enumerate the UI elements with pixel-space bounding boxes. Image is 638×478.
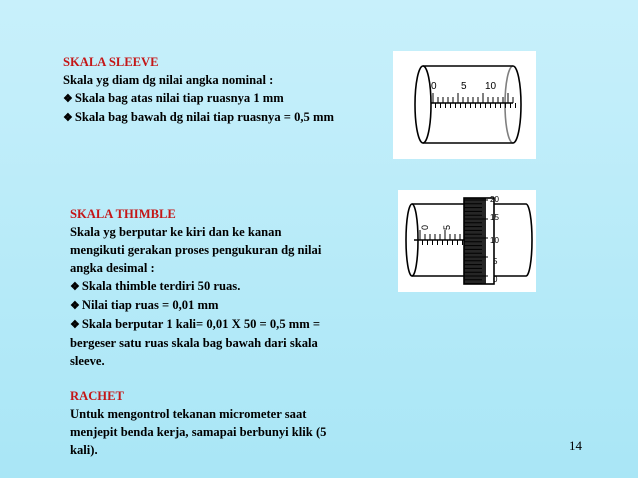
sleeve-bullet-upper-text: Skala bag atas nilai tiap ruasnya 1 mm (74, 91, 284, 105)
thimble-line-3: angka desimal : (70, 261, 155, 275)
thimble-bullet-2 (70, 296, 321, 315)
thimble-bullet-1-text: Skala thimble terdiri 50 ruas. (81, 279, 241, 293)
sleeve-bullet-lower-text: Skala bag bawah dg nilai tiap ruasnya = 0,5 mm (74, 110, 334, 124)
thimble-label-0: 0 (493, 275, 498, 284)
sleeve-section (63, 53, 334, 127)
thimble-heading: SKALA THIMBLE (70, 207, 176, 221)
sleeve-label-0: 0 (431, 81, 437, 92)
sleeve-label-5: 5 (461, 81, 467, 92)
thimble-label-20: 20 (490, 195, 499, 204)
rachet-section (70, 387, 326, 459)
thimble-line-5: sleeve. (70, 354, 105, 368)
rachet-line-3: kali). (70, 443, 98, 457)
rachet-line-2: menjepit benda kerja, samapai berbunyi klik (5 (70, 425, 327, 439)
thimble-line-4: bergeser satu ruas skala bag bawah dari skala (70, 336, 318, 350)
sleeve-bullet-lower (63, 108, 334, 127)
sleeve-bullet-upper (63, 89, 334, 108)
thimble-scale-figure (398, 190, 536, 292)
sleeve-description: Skala yg diam dg nilai angka nominal : (63, 73, 274, 87)
rachet-heading: RACHET (70, 389, 124, 403)
thimble-bullet-1 (70, 277, 321, 296)
sleeve-scale-drawing (393, 51, 536, 159)
sleeve-scale-figure (393, 51, 536, 159)
thimble-bullet-2-text: Nilai tiap ruas = 0,01 mm (81, 298, 219, 312)
thimble-scale-drawing (398, 190, 536, 292)
sleeve-heading: SKALA SLEEVE (63, 55, 159, 69)
thimble-bullet-3-text: Skala berputar 1 kali= 0,01 X 50 = 0,5 mm = (81, 317, 321, 331)
thimble-sleeve-label-5: 5 (442, 224, 452, 230)
thimble-bullet-3 (70, 315, 321, 334)
thimble-label-10: 10 (490, 236, 499, 245)
thimble-label-15: 15 (490, 213, 499, 222)
rachet-line-1: Untuk mengontrol tekanan micrometer saat (70, 407, 307, 421)
page-number: 14 (569, 438, 582, 453)
sleeve-scale-ticks (433, 93, 516, 108)
thimble-line-1: Skala yg berputar ke kiri dan ke kanan (70, 225, 282, 239)
thimble-line-2: mengikuti gerakan proses pengukuran dg nilai (70, 243, 322, 257)
thimble-section (70, 205, 321, 370)
thimble-sleeve-label-0: 0 (420, 224, 430, 230)
sleeve-label-10: 10 (485, 81, 497, 92)
thimble-shading (464, 198, 486, 284)
thimble-label-5: 5 (493, 257, 498, 266)
